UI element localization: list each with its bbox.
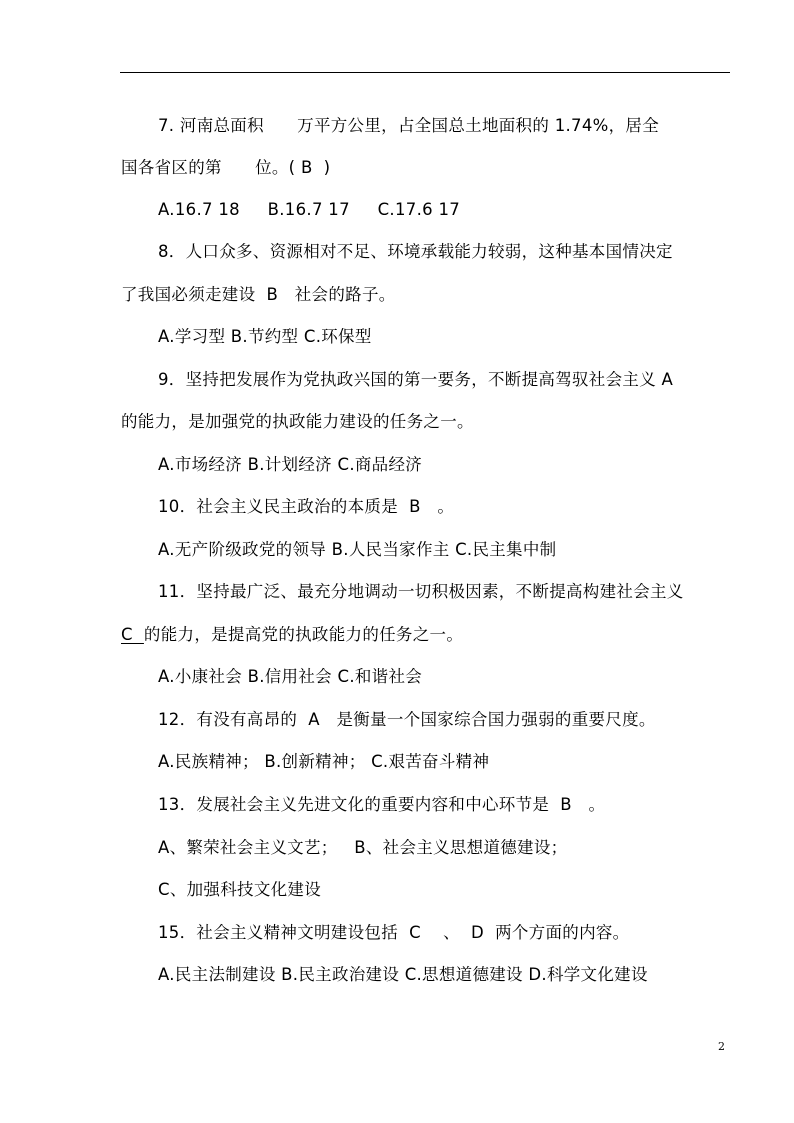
question-8-line-1: 8．人口众多、资源相对不足、环境承载能力较弱，这种基本国情决定	[158, 242, 673, 261]
question-11-options: A.小康社会 B.信用社会 C.和谐社会	[158, 667, 423, 686]
question-9-line-2: 的能力，是加强党的执政能力建设的任务之一。	[121, 412, 474, 431]
question-9-options: A.市场经济 B.计划经济 C.商品经济	[158, 455, 423, 474]
question-12-options: A.民族精神； B.创新精神； C.艰苦奋斗精神	[158, 752, 490, 771]
question-11-line-2	[121, 624, 463, 646]
question-11-line-1: 11．坚持最广泛、最充分地调动一切积极因素，不断提高构建社会主义	[158, 582, 684, 601]
question-10-line-1: 10．社会主义民主政治的本质是 B 。	[158, 497, 455, 516]
page-number: 2	[718, 1040, 725, 1053]
question-13-options-2: C、加强科技文化建设	[158, 880, 322, 899]
question-8-line-2: 了我国必须走建设 B 社会的路子。	[121, 285, 396, 304]
question-15-options: A.民主法制建设 B.民主政治建设 C.思想道德建设 D.科学文化建设	[158, 965, 648, 984]
question-11-line-2-text: 的能力，是提高党的执政能力的任务之一。	[143, 625, 464, 644]
question-7-line-1: 7. 河南总面积 万平方公里，占全国总土地面积的 1.74%，居全	[158, 116, 660, 135]
question-15-line-1: 15．社会主义精神文明建设包括 C 、 D 两个方面的内容。	[158, 923, 630, 942]
question-9-line-1: 9．坚持把发展作为党执政兴国的第一要务，不断提高驾驭社会主义 A	[158, 370, 674, 389]
question-11-answer: C	[121, 625, 144, 644]
question-12-line-1: 12．有没有高昂的 A 是衡量一个国家综合国力强弱的重要尺度。	[158, 710, 656, 729]
question-10-options: A.无产阶级政党的领导 B.人民当家作主 C.民主集中制	[158, 540, 557, 559]
question-13-line-1: 13．发展社会主义先进文化的重要内容和中心环节是 B 。	[158, 795, 606, 814]
question-7-line-2: 国各省区的第 位。( B )	[121, 158, 331, 177]
header-rule	[120, 72, 730, 73]
question-8-options: A.学习型 B.节约型 C.环保型	[158, 327, 372, 346]
question-7-options: A.16.7 18 B.16.7 17 C.17.6 17	[158, 200, 461, 219]
question-13-options: A、繁荣社会主义文艺； B、社会主义思想道德建设；	[158, 838, 568, 857]
